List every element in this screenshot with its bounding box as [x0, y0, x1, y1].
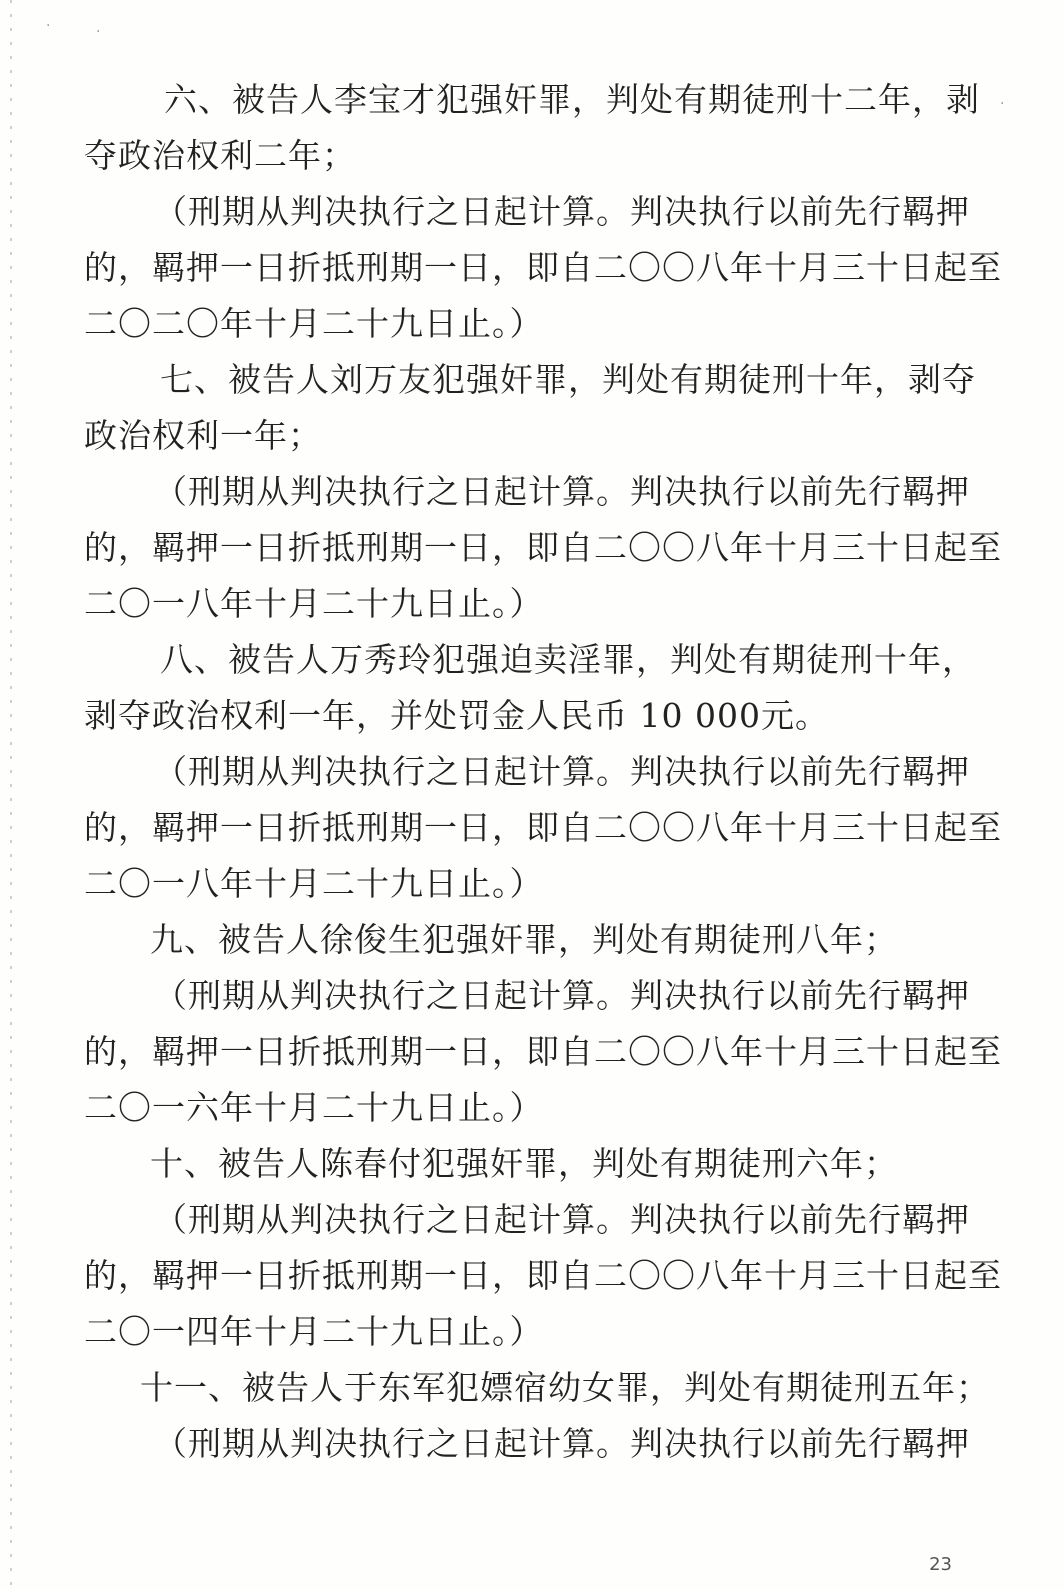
document-line: （刑期从判决执行之日起计算。判决执行以前先行羁押 [154, 1200, 970, 1239]
document-line: 二〇二〇年十月二十九日止。） [84, 304, 544, 343]
document-line: 十一、被告人于东军犯嫖宿幼女罪，判处有期徒刑五年； [140, 1368, 990, 1407]
document-line: 的，羁押一日折抵刑期一日，即自二〇〇八年十月三十日起至 [84, 808, 1002, 847]
document-line: 九、被告人徐俊生犯强奸罪，判处有期徒刑八年； [150, 920, 898, 959]
document-line: （刑期从判决执行之日起计算。判决执行以前先行羁押 [154, 1424, 970, 1463]
scan-speck: · [46, 18, 51, 34]
scan-binding-edge [10, 0, 12, 1589]
document-line: （刑期从判决执行之日起计算。判决执行以前先行羁押 [154, 976, 970, 1015]
document-line: 十、被告人陈春付犯强奸罪，判处有期徒刑六年； [150, 1144, 898, 1183]
document-line: 二〇一八年十月二十九日止。） [84, 584, 544, 623]
document-line: 的，羁押一日折抵刑期一日，即自二〇〇八年十月三十日起至 [84, 528, 1002, 567]
document-line: 二〇一六年十月二十九日止。） [84, 1088, 544, 1127]
document-line: 的，羁押一日折抵刑期一日，即自二〇〇八年十月三十日起至 [84, 1256, 1002, 1295]
document-line: 二〇一四年十月二十九日止。） [84, 1312, 544, 1351]
document-line: 剥夺政治权利一年，并处罚金人民币 10 000元。 [84, 696, 829, 735]
scan-speck: · [96, 24, 101, 40]
document-line: 七、被告人刘万友犯强奸罪，判处有期徒刑十年，剥夺 [160, 360, 976, 399]
document-line: 夺政治权利二年； [84, 136, 356, 175]
page-number: 23 [929, 1554, 952, 1575]
document-line: 六、被告人李宝才犯强奸罪，判处有期徒刑十二年，剥 [164, 80, 980, 119]
scan-speck: · [1000, 96, 1005, 112]
document-line: 的，羁押一日折抵刑期一日，即自二〇〇八年十月三十日起至 [84, 248, 1002, 287]
document-line: （刑期从判决执行之日起计算。判决执行以前先行羁押 [154, 472, 970, 511]
document-body [84, 72, 1002, 1472]
document-line: （刑期从判决执行之日起计算。判决执行以前先行羁押 [154, 752, 970, 791]
document-line: 政治权利一年； [84, 416, 322, 455]
document-line: 的，羁押一日折抵刑期一日，即自二〇〇八年十月三十日起至 [84, 1032, 1002, 1071]
document-line: （刑期从判决执行之日起计算。判决执行以前先行羁押 [154, 192, 970, 231]
document-line: 二〇一八年十月二十九日止。） [84, 864, 544, 903]
document-line: 八、被告人万秀玲犯强迫卖淫罪，判处有期徒刑十年， [160, 640, 976, 679]
